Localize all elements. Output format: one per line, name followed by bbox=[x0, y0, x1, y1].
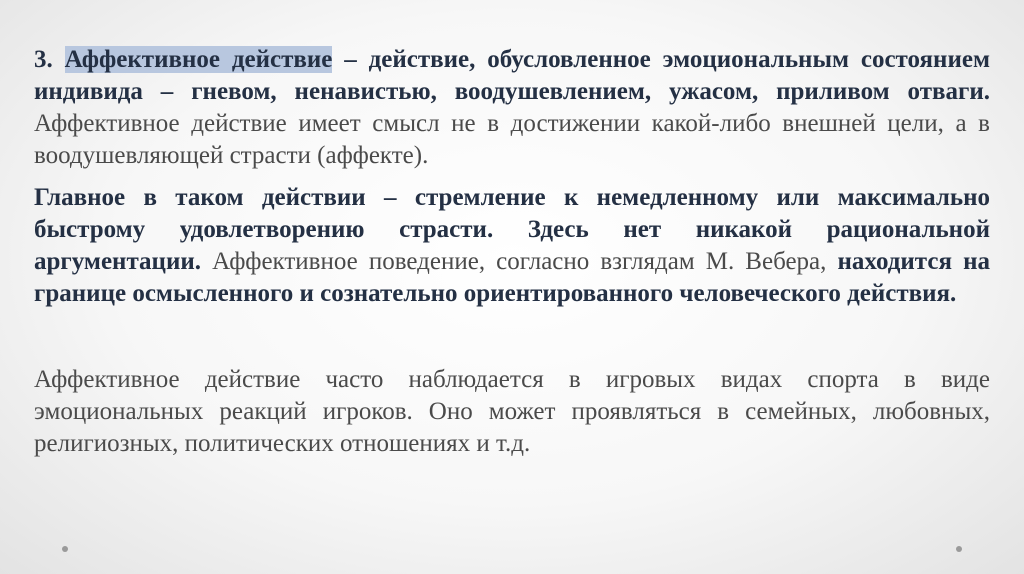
paragraph-affective-definition bbox=[34, 44, 990, 172]
definition-meaning: Аффективное действие имеет смысл не в достижении какой-либо внешней цели, а в воодушевляющей страсти (аффекте). bbox=[34, 110, 990, 169]
definition-start: – действие, обусловленное эмоциональным bbox=[332, 46, 849, 73]
paragraph-main-aim bbox=[34, 182, 990, 310]
slide-corner-dot-right bbox=[956, 546, 962, 552]
paragraph-examples: Аффективное действие часто наблюдается в игровых видах спорта в виде эмоциональных реакций игроков. Оно может проявляться в семейных, любовных, религиозных, политических отношениях и т.д. bbox=[34, 366, 990, 457]
highlighted-term: Аффективное действие bbox=[64, 46, 333, 73]
definition-emotions: состоянием индивида – гневом, ненавистью, воодушевлением, ужасом, приливом отваги. bbox=[34, 46, 990, 105]
boundary-statement: находится на границе осмысленного и сознательно ориентированного человеческого действия. bbox=[34, 248, 990, 307]
item-number: 3. bbox=[34, 46, 53, 73]
main-aim-text: Главное в таком действии – стремление к немедленному или максимально быстрому удовлетворению страсти. Здесь нет никакой рациональной аргументации. bbox=[34, 184, 990, 275]
slide-content bbox=[34, 44, 990, 460]
weber-reference: Аффективное поведение, согласно взглядам М. Вебера, bbox=[201, 248, 827, 275]
slide-corner-dot-left bbox=[62, 546, 68, 552]
